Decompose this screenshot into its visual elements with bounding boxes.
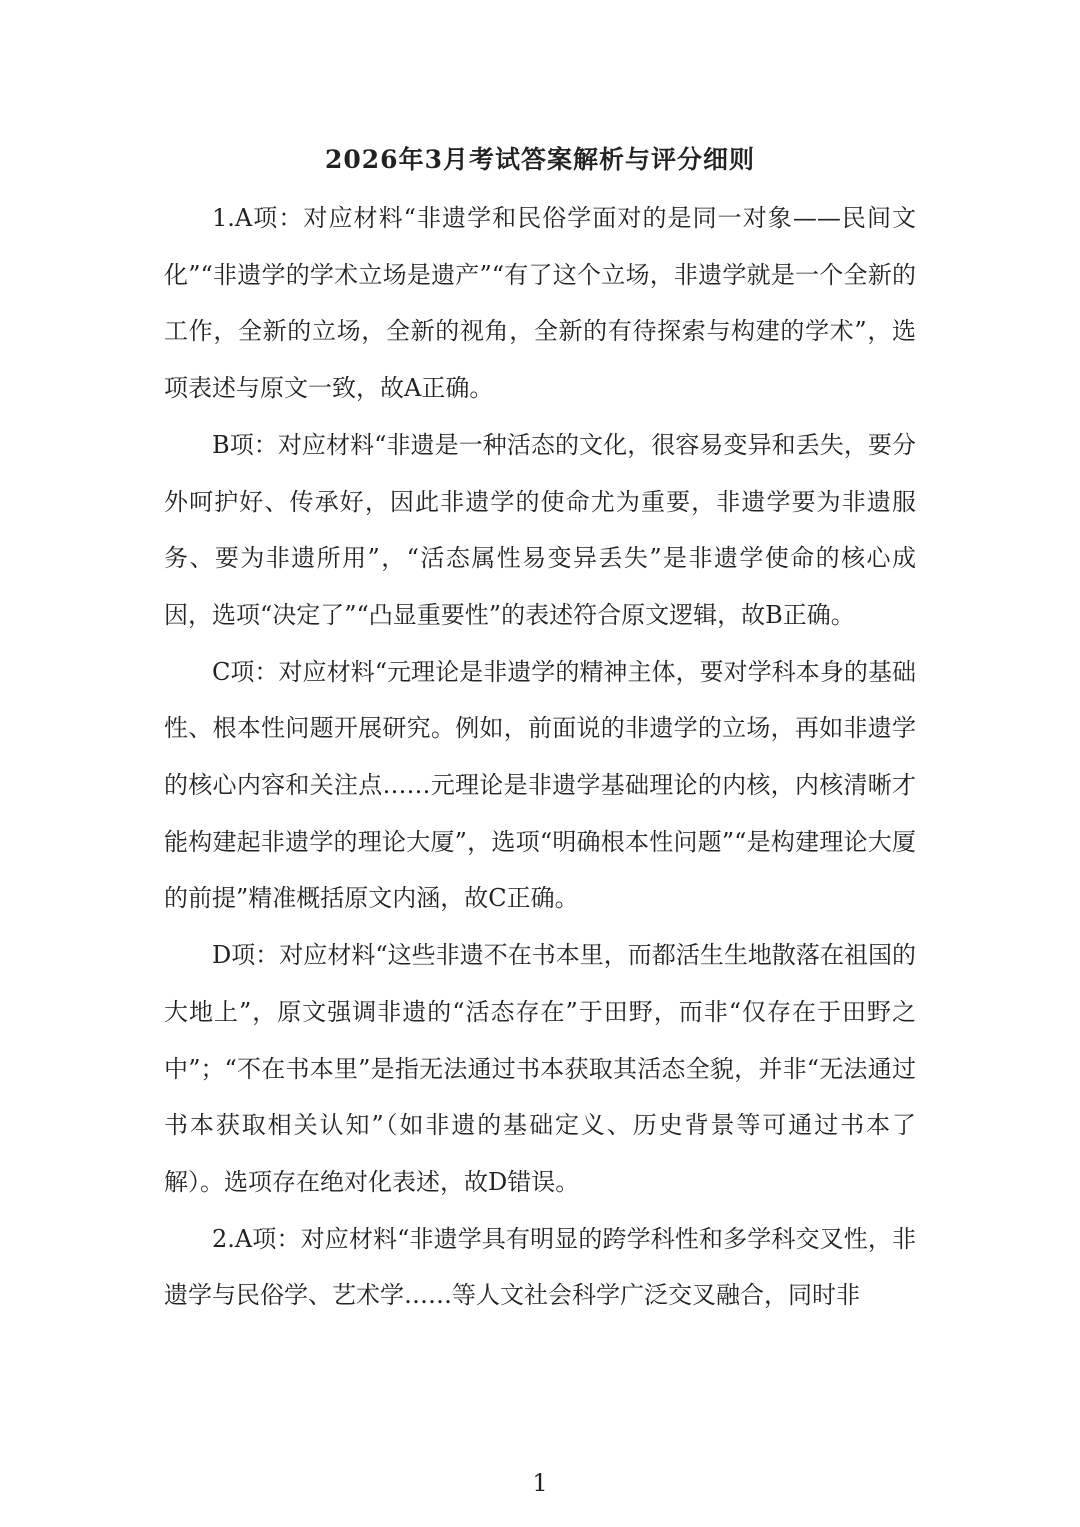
paragraph-q1-c: C项：对应材料“元理论是非遗学的精神主体，要对学科本身的基础性、根本性问题开展研究。例如，前面说的非遗学的立场，再如非遗学的核心内容和关注点……元理论是非遗学基础理论的内核，内核清晰才能构建起非遗学的理论大厦”，选项“明确根本性问题”“是构建理论大厦的前提”精准概括原文内涵，故C正确。 (164, 657, 916, 913)
document-title: 2026年3月考试答案解析与评分细则 (325, 145, 755, 174)
paragraph-q1-b: B项：对应材料“非遗是一种活态的文化，很容易变异和丢失，要分外呵护好、传承好，因此非遗学的使命尤为重要，非遗学要为非遗服务、要为非遗所用”，“活态属性易变异丢失”是非遗学使命的核心成因，选项“决定了”“凸显重要性”的表述符合原文逻辑，故B正确。 (164, 430, 916, 629)
page-number: 1 (532, 1469, 548, 1497)
document-body (164, 190, 916, 1324)
paragraph-q1-a: 1.A项：对应材料“非遗学和民俗学面对的是同一对象——民间文化”“非遗学的学术立场是遗产”“有了这个立场，非遗学就是一个全新的工作，全新的立场，全新的视角，全新的有待探索与构建的学术”，选项表述与原文一致，故A正确。 (164, 204, 916, 403)
paragraph-q1-d: D项：对应材料“这些非遗不在书本里，而都活生生地散落在祖国的大地上”，原文强调非遗的“活态存在”于田野，而非“仅存在于田野之中”；“不在书本里”是指无法通过书本获取其活态全貌，并非“无法通过书本获取相关认知”（如非遗的基础定义、历史背景等可通过书本了解）。选项存在绝对化表述，故D错误。 (164, 941, 916, 1196)
paragraph-q2-a: 2.A项：对应材料“非遗学具有明显的跨学科性和多学科交叉性，非遗学与民俗学、艺术学……等人文社会科学广泛交叉融合，同时非 (164, 1224, 916, 1310)
